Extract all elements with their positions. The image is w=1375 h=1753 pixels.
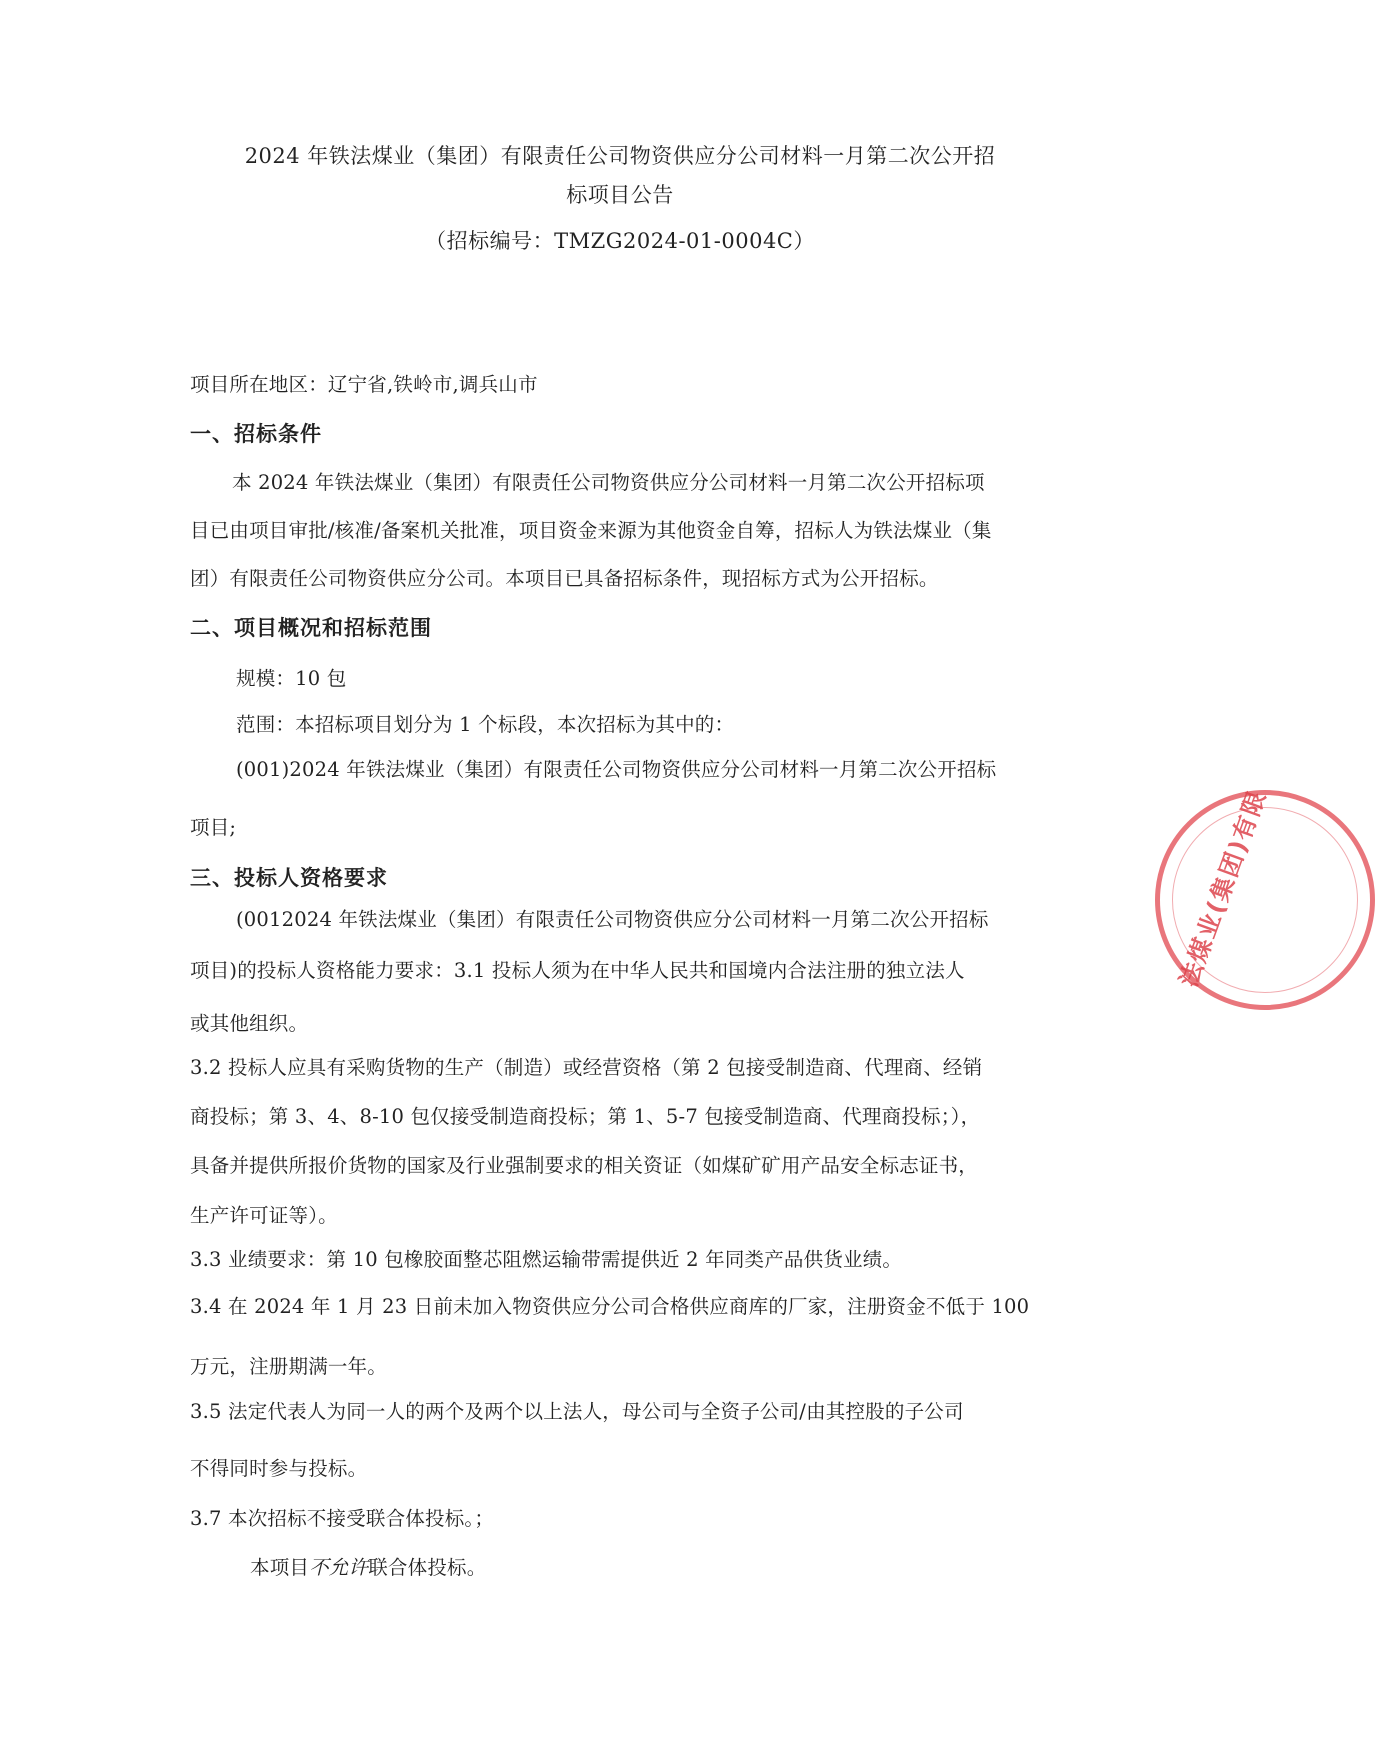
document-title-line1: 2024 年铁法煤业（集团）有限责任公司物资供应分公司材料一月第二次公开招 (244, 144, 996, 168)
section3-line: 不得同时参与投标。 (190, 1457, 368, 1480)
consortium-prefix: 本项目 (250, 1556, 310, 1579)
section2-heading: 二、项目概况和招标范围 (190, 616, 432, 640)
section3-line: 生产许可证等）。 (190, 1204, 338, 1227)
section1-line: 团）有限责任公司物资供应分公司。本项目已具备招标条件，现招标方式为公开招标。 (190, 567, 939, 590)
section3-line: (0012024 年铁法煤业（集团）有限责任公司物资供应分公司材料一月第二次公开招标 (236, 908, 989, 931)
section1-heading: 一、招标条件 (190, 422, 322, 446)
section3-line: 万元，注册期满一年。 (190, 1355, 388, 1378)
section3-line: 项目)的投标人资格能力要求：3.1 投标人须为在中华人民共和国境内合法注册的独立法人 (190, 959, 965, 982)
seal-text: 法煤业(集团)有限 (1174, 785, 1272, 991)
section2-line: (001)2024 年铁法煤业（集团）有限责任公司物资供应分公司材料一月第二次公开招标 (236, 758, 997, 781)
consortium-suffix: 联合体投标。 (368, 1556, 487, 1579)
consortium-statement (250, 1555, 486, 1581)
consortium-italic: 不允许 (309, 1556, 369, 1579)
section3-line: 商投标；第 3、4、8-10 包仅接受制造商投标；第 1、5-7 包接受制造商、代理商投标；）， (190, 1105, 981, 1128)
document-title-line2: 标项目公告 (566, 183, 674, 207)
section3-line: 3.4 在 2024 年 1 月 23 日前未加入物资供应分公司合格供应商库的厂家，注册资金不低于 100 (190, 1295, 1030, 1318)
project-location: 项目所在地区：辽宁省,铁岭市,调兵山市 (190, 373, 538, 396)
section2-line: 范围：本招标项目划分为 1 个标段，本次招标为其中的： (236, 713, 735, 736)
section3-heading: 三、投标人资格要求 (190, 866, 388, 890)
section2-line: 项目; (190, 816, 237, 839)
official-seal-stamp (1155, 785, 1375, 1010)
section3-line: 3.3 业绩要求：第 10 包橡胶面整芯阻燃运输带需提供近 2 年同类产品供货业绩。 (190, 1248, 903, 1271)
section1-line: 目已由项目审批/核准/备案机关批准，项目资金来源为其他资金自筹，招标人为铁法煤业（集 (190, 519, 992, 542)
section3-line: 3.7 本次招标不接受联合体投标。； (190, 1507, 495, 1530)
section1-line: 本 2024 年铁法煤业（集团）有限责任公司物资供应分公司材料一月第二次公开招标项 (232, 471, 985, 494)
tender-number: （招标编号：TMZG2024-01-0004C） (425, 229, 815, 253)
section2-line: 规模：10 包 (236, 667, 347, 690)
section3-line: 3.2 投标人应具有采购货物的生产（制造）或经营资格（第 2 包接受制造商、代理商、经销 (190, 1056, 983, 1079)
section3-line: 具备并提供所报价货物的国家及行业强制要求的相关资证（如煤矿矿用产品安全标志证书， (190, 1154, 979, 1177)
section3-line: 3.5 法定代表人为同一人的两个及两个以上法人，母公司与全资子公司/由其控股的子公司 (190, 1400, 964, 1423)
section3-line: 或其他组织。 (190, 1012, 309, 1035)
